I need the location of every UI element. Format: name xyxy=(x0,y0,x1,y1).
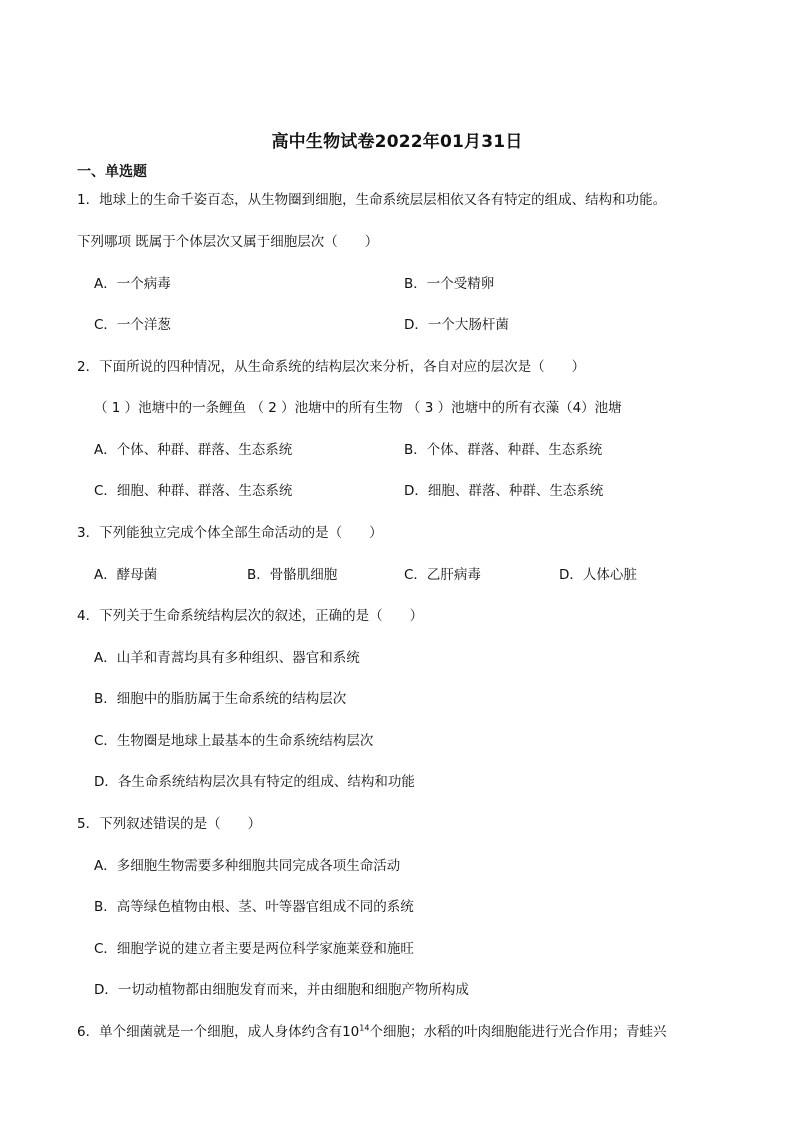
question-5-option-d: D．一切动植物都由细胞发育而来，并由细胞和细胞产物所构成 xyxy=(94,982,469,998)
question-2-option-b: B．个体、群落、种群、生态系统 xyxy=(404,442,603,458)
question-1-stem-line-1: 1．地球上的生命千姿百态，从生物圈到细胞，生命系统层层相依又各有特定的组成、结构和功能。 xyxy=(77,192,667,208)
question-1-option-a: A．一个病毒 xyxy=(94,276,171,292)
question-3-option-c: C．乙肝病毒 xyxy=(404,567,481,583)
question-6-stem-start: 6．单个细菌就是一个细胞，成人身体约含有10 xyxy=(77,1024,360,1040)
question-1-option-b: B．一个受精卵 xyxy=(404,276,495,292)
question-1-stem-line-2: 下列哪项 既属于个体层次又属于细胞层次（ ） xyxy=(77,234,379,250)
question-2-subitems: （ 1 ）池塘中的一条鲤鱼 （ 2 ）池塘中的所有生物 （ 3 ）池塘中的所有衣藻（4）池塘 xyxy=(94,400,622,416)
question-1-option-d: D．一个大肠杆菌 xyxy=(404,317,509,333)
question-3-option-b: B．骨骼肌细胞 xyxy=(247,567,338,583)
question-4-option-b: B．细胞中的脂肪属于生命系统的结构层次 xyxy=(94,691,347,707)
page-title: 高中生物试卷2022年01月31日 xyxy=(271,132,523,152)
question-4-option-c: C．生物圈是地球上最基本的生命系统结构层次 xyxy=(94,733,374,749)
question-5-stem: 5．下列叙述错误的是（ ） xyxy=(77,816,262,832)
question-2-stem: 2．下面所说的四种情况，从生命系统的结构层次来分析，各自对应的层次是（ ） xyxy=(77,359,586,375)
section-heading: 一、单选题 xyxy=(77,164,147,180)
question-4-option-d: D．各生命系统结构层次具有特定的组成、结构和功能 xyxy=(94,774,415,790)
question-5-option-a: A．多细胞生物需要多种细胞共同完成各项生命活动 xyxy=(94,858,401,874)
question-2-option-a: A．个体、种群、群落、生态系统 xyxy=(94,442,293,458)
question-3-stem: 3．下列能独立完成个体全部生命活动的是（ ） xyxy=(77,525,383,541)
question-5-option-c: C．细胞学说的建立者主要是两位科学家施莱登和施旺 xyxy=(94,941,414,957)
question-6-exponent: 14 xyxy=(359,1023,370,1033)
question-1-option-c: C．一个洋葱 xyxy=(94,317,171,333)
question-4-option-a: A．山羊和青蒿均具有多种组织、器官和系统 xyxy=(94,650,360,666)
question-3-option-d: D．人体心脏 xyxy=(559,567,637,583)
question-4-stem: 4．下列关于生命系统结构层次的叙述，正确的是（ ） xyxy=(77,608,424,624)
question-5-option-b: B．高等绿色植物由根、茎、叶等器官组成不同的系统 xyxy=(94,899,414,915)
question-2-option-c: C．细胞、种群、群落、生态系统 xyxy=(94,483,293,499)
question-2-option-d: D．细胞、群落、种群、生态系统 xyxy=(404,483,604,499)
question-6-stem xyxy=(77,1023,666,1041)
question-3-option-a: A．酵母菌 xyxy=(94,567,158,583)
question-6-stem-end: 个细胞；水稻的叶肉细胞能进行光合作用；青蛙兴 xyxy=(369,1024,667,1040)
